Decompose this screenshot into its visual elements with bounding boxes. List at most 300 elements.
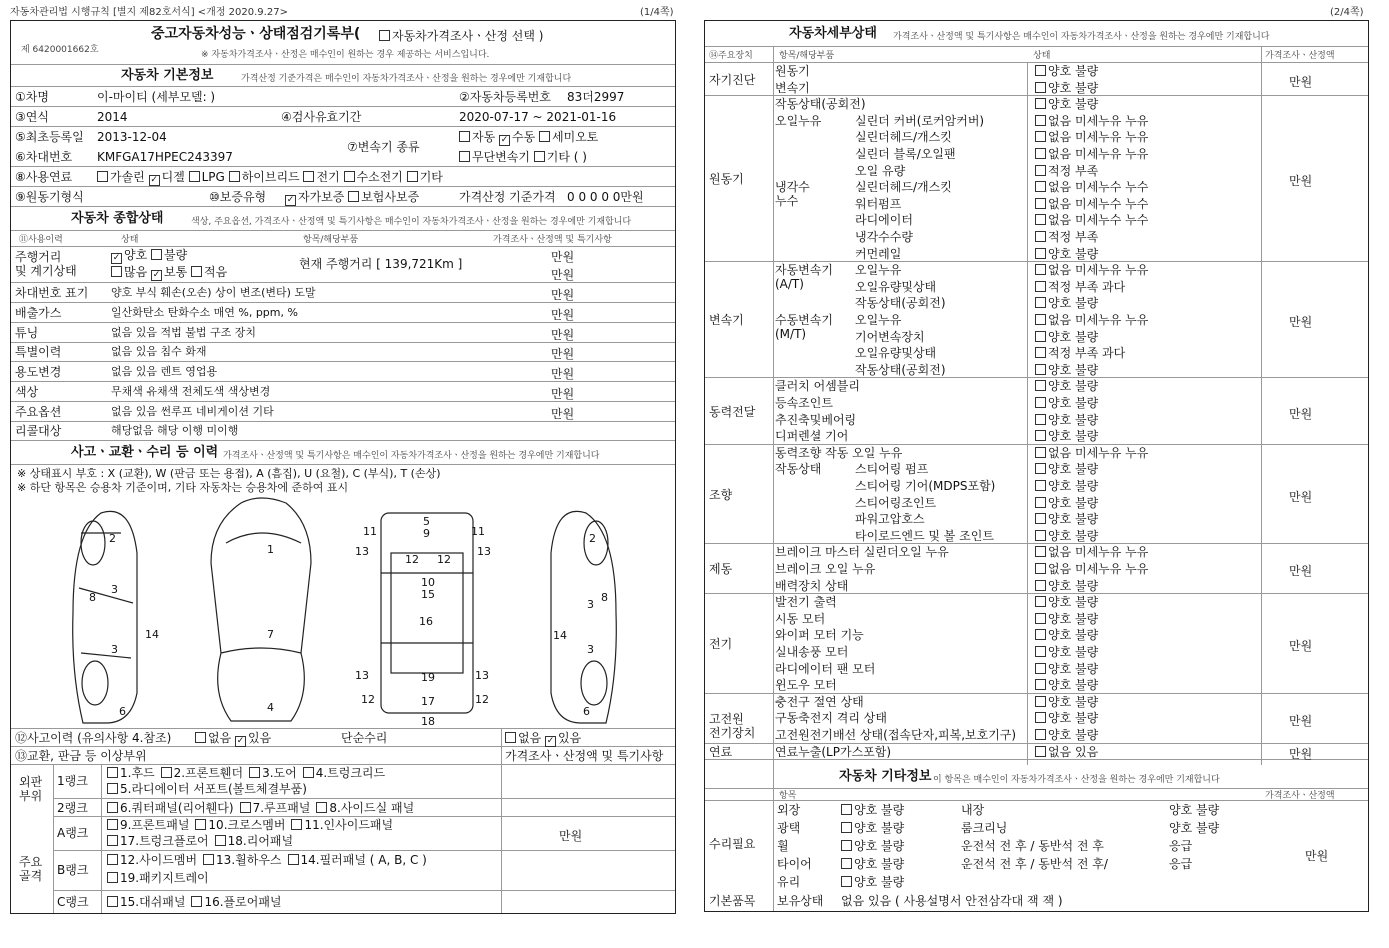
- form-reference: 자동차관리법 시행규칙 [별지 제82호서식] <개정 2020.9.27>: [10, 7, 288, 18]
- state-text: 양호 불량: [854, 839, 905, 853]
- won: 만원: [1289, 638, 1313, 653]
- checkbox[interactable]: [1035, 364, 1046, 375]
- state-text: 적정 부족: [1048, 229, 1099, 244]
- group-name: 동력전달: [709, 404, 756, 419]
- state-text: 양호 불량: [854, 821, 905, 835]
- detail-title: 자동차세부상태: [789, 26, 877, 41]
- trans-other-checkbox[interactable]: [534, 151, 545, 162]
- checkbox[interactable]: [1035, 580, 1046, 591]
- overall-row-label: 주행거리 및 계기상태: [15, 250, 77, 278]
- part-item: 18.리어패널: [227, 834, 294, 848]
- detail-state: [1035, 529, 1098, 543]
- checkbox[interactable]: [1035, 397, 1046, 408]
- other-item-2: 룸크리닝: [961, 821, 1008, 835]
- svg-text:15: 15: [421, 588, 435, 601]
- state-text: 양호 불량: [1048, 711, 1099, 726]
- detail-state: [1035, 678, 1098, 692]
- detail-state: [1035, 64, 1098, 78]
- year-value: 2014: [97, 110, 128, 124]
- state-text: 양호 불량: [1048, 395, 1099, 410]
- other-item: 유리: [777, 875, 801, 889]
- state-text: 적정 부족 과다: [1048, 279, 1126, 294]
- checkbox[interactable]: [1035, 214, 1046, 225]
- state-text: 없음 미세누유 누유: [1048, 130, 1149, 145]
- checkbox[interactable]: [191, 896, 202, 907]
- registration-label: ②자동차등록번호: [459, 90, 551, 104]
- state-text: 양호 불량: [1048, 80, 1099, 95]
- detail-state: [1035, 645, 1098, 659]
- checkbox[interactable]: [1035, 480, 1046, 491]
- head-price: 가격조사ㆍ산정액: [1265, 51, 1335, 61]
- checkbox[interactable]: [1035, 696, 1046, 707]
- detail-state: [1035, 197, 1148, 211]
- page-number-1: (1/4쪽): [640, 7, 674, 18]
- overall-head-history: ⑪사용이력: [19, 235, 63, 245]
- checkbox[interactable]: [107, 854, 118, 865]
- trans-manual-checkbox[interactable]: ✓: [500, 135, 509, 145]
- state-text: 양호 불량: [1048, 495, 1099, 510]
- detail-state: [1035, 429, 1098, 443]
- checkbox[interactable]: [1035, 497, 1046, 508]
- svg-text:1: 1: [267, 543, 274, 556]
- detail-item: 실린더헤드/개스킷: [855, 180, 952, 195]
- other-row: [773, 801, 1261, 819]
- detail-item: 오일유량및상태: [855, 279, 937, 294]
- other-state-2: 응급: [1169, 857, 1193, 871]
- title-row: [11, 21, 675, 65]
- detail-state: [1035, 396, 1098, 410]
- detail-item: 고전원전기배선 상태(접속단자,피복,보호기구): [775, 727, 1017, 742]
- accident-note: 가격조사ㆍ산정액 및 특기사항은 매수인이 자동차가격조사ㆍ산정을 원하는 경우에만 기재합니다: [223, 451, 600, 461]
- detail-state: [1035, 180, 1148, 194]
- won: 만원: [1289, 315, 1313, 330]
- head-device: ⑭주요장치: [709, 51, 753, 61]
- other-state-2: 양호 불량: [1169, 821, 1220, 835]
- checkbox[interactable]: [1035, 563, 1046, 574]
- detail-state: [1035, 695, 1098, 709]
- fuel-label: ⑧사용연료: [15, 170, 73, 184]
- checkbox[interactable]: [1035, 447, 1046, 458]
- trans-semi-checkbox[interactable]: [539, 131, 550, 142]
- overall-row: [11, 421, 675, 441]
- base-price-label: 가격산정 기준가격: [459, 190, 556, 204]
- checkbox[interactable]: [1035, 712, 1046, 723]
- svg-text:13: 13: [355, 669, 369, 682]
- won: 만원: [1289, 406, 1313, 421]
- detail-state: [1035, 114, 1148, 128]
- checkbox[interactable]: [1035, 98, 1046, 109]
- overall-row: [11, 362, 675, 382]
- vin-label: ⑥차대번호: [15, 150, 73, 164]
- overall-row-label: 리콜대상: [15, 424, 62, 439]
- state-text: 양호 불량: [1048, 661, 1099, 676]
- accident-history-label: ⑫사고이력 (유의사항 4.참조): [15, 731, 172, 745]
- detail-group: [705, 262, 1369, 378]
- checkbox[interactable]: [240, 802, 251, 813]
- overall-row: [11, 303, 675, 323]
- checkbox[interactable]: [1035, 198, 1046, 209]
- checkbox[interactable]: [1035, 746, 1046, 757]
- detail-item: 기어변속장치: [855, 329, 925, 344]
- svg-text:12: 12: [361, 693, 375, 706]
- trans-auto-checkbox[interactable]: [459, 131, 470, 142]
- legend-2: ※ 하단 항목은 승용차 기준이며, 기타 자동차는 승용차에 준하여 표시: [17, 481, 349, 494]
- detail-item: 배력장치 상태: [775, 578, 849, 593]
- detail-state: [1035, 479, 1098, 493]
- detail-item: 커먼레일: [855, 246, 902, 261]
- state-text: 양호 불량: [1048, 528, 1099, 543]
- detail-item: 스티어링 펌프: [855, 462, 929, 477]
- detail-state: [1035, 213, 1148, 227]
- won: 만원: [1289, 564, 1313, 579]
- other-item: 휠: [777, 839, 789, 853]
- detail-group: [705, 96, 1369, 262]
- svg-text:9: 9: [423, 527, 430, 540]
- checkbox[interactable]: [1035, 231, 1046, 242]
- warranty-label: ⑩보증유형: [209, 190, 267, 204]
- checkbox[interactable]: [1035, 513, 1046, 524]
- state-text: 없음 미세누수 누수: [1048, 213, 1149, 228]
- other-item-2: 내장: [961, 803, 985, 817]
- checkbox[interactable]: [1035, 115, 1046, 126]
- detail-state: [1035, 496, 1098, 510]
- won: 만원: [551, 288, 575, 302]
- state-text: 양호 불량: [1048, 379, 1099, 394]
- checkbox[interactable]: [107, 896, 118, 907]
- detail-state: [1035, 446, 1148, 460]
- rank-1: 1랭크: [57, 774, 88, 788]
- first-reg-value: 2013-12-04: [97, 130, 167, 144]
- record-number: 제 6420001662호: [21, 45, 99, 55]
- checkbox[interactable]: [316, 802, 327, 813]
- checkbox[interactable]: [841, 804, 852, 815]
- state-text: 없음 미세누유 누유: [1048, 263, 1149, 278]
- state-text: 양호 불량: [1048, 462, 1099, 477]
- state-text: 없음 미세누유 누유: [1048, 113, 1149, 128]
- overall-head-price: 가격조사ㆍ산정액 및 특기사항: [493, 235, 612, 245]
- checkbox[interactable]: [1035, 729, 1046, 740]
- checkbox[interactable]: [107, 767, 118, 778]
- checkbox[interactable]: [1035, 248, 1046, 259]
- detail-state: [1035, 130, 1148, 144]
- checkbox[interactable]: [841, 858, 852, 869]
- overall-row-options: 일산화탄소 탄화수소 매연 %, ppm, %: [111, 305, 298, 319]
- other-head-item: 항목: [779, 791, 797, 801]
- state-text: 양호 불량: [1048, 329, 1099, 344]
- detail-item: 작동상태(공회전): [855, 362, 946, 377]
- group-name: 고전원 전기장치: [709, 711, 756, 740]
- checkbox[interactable]: [1035, 530, 1046, 541]
- other-state: [841, 803, 904, 817]
- other-row: [773, 873, 1261, 891]
- group-name: 연료: [709, 744, 733, 759]
- won: 만원: [551, 327, 575, 342]
- basic-items-label: 기본품목: [709, 894, 756, 908]
- detail-item: 브레이크 마스터 실린더오일 누유: [775, 545, 949, 560]
- detail-state: [1035, 628, 1098, 642]
- overall-title: 자동차 종합상태: [71, 211, 164, 226]
- overall-row-options: 무채색 유채색 전체도색 색상변경: [111, 384, 271, 398]
- checkbox[interactable]: [195, 819, 206, 830]
- checkbox[interactable]: [303, 767, 314, 778]
- overall-note: 색상, 주요옵션, 가격조사ㆍ산정액 및 특기사항은 매수인이 자동차가격조사ㆍ산정을 원하는 경우에만 기재합니다: [191, 217, 632, 227]
- checkbox[interactable]: [249, 767, 260, 778]
- checkbox[interactable]: [1035, 613, 1046, 624]
- detail-state: [1035, 462, 1098, 476]
- detail-state: [1035, 97, 1098, 111]
- checkbox[interactable]: [1035, 414, 1046, 425]
- svg-text:3: 3: [111, 643, 118, 656]
- other-state: [841, 875, 904, 889]
- sub-group: 냉각수 누수: [775, 180, 810, 209]
- checkbox[interactable]: [841, 822, 852, 833]
- detail-item: 실린더 커버(로커암커버): [855, 113, 985, 128]
- group-name: 원동기: [709, 172, 744, 187]
- overall-row: [11, 342, 675, 362]
- detail-state: [1035, 545, 1148, 559]
- state-text: 양호 불량: [1048, 644, 1099, 659]
- engine-type-label: ⑨원동기형식: [15, 190, 84, 204]
- form-title: 중고자동차성능ㆍ상태점검기록부(: [151, 26, 361, 42]
- detail-state: [1035, 711, 1098, 725]
- checkbox[interactable]: [1035, 679, 1046, 690]
- won: 만원: [551, 268, 575, 282]
- state-text: 양호 불량: [1048, 478, 1099, 493]
- price-check-checkbox[interactable]: [379, 30, 390, 41]
- checkbox[interactable]: [1035, 546, 1046, 557]
- detail-item: 냉각수수량: [855, 229, 913, 244]
- parts-price-head: 가격조사ㆍ산정액 및 특기사항: [505, 749, 664, 763]
- detail-group: [705, 744, 1369, 761]
- svg-text:11: 11: [363, 525, 377, 538]
- svg-text:14: 14: [553, 629, 567, 642]
- detail-item: 작동상태(공회전): [855, 296, 946, 311]
- detail-item: 파워고압호스: [855, 512, 925, 527]
- detail-item: 작동상태(공회전): [775, 97, 866, 112]
- own-status-options: 없음 있음 ( 사용설명서 안전삼각대 잭 잭 ): [841, 894, 1063, 908]
- state-text: 없음 미세누유 누유: [1048, 146, 1149, 161]
- checkbox[interactable]: [107, 819, 118, 830]
- accident-title: 사고ㆍ교환ㆍ수리 등 이력: [71, 445, 219, 460]
- sub-group: 오일누유: [775, 113, 822, 128]
- head-state: 상태: [1033, 51, 1051, 61]
- title-option: 자동차가격조사ㆍ산정 선택 ): [392, 29, 544, 43]
- overall-row: [11, 382, 675, 402]
- checkbox[interactable]: [107, 835, 118, 846]
- checkbox[interactable]: [1035, 65, 1046, 76]
- page-one: 제 6420001662호 중고자동차성능ㆍ상태점검기록부( 자동차가격조사ㆍ산정 선택 ) ※ 자동차가격조사ㆍ산정은 매수인이 원하는 경우 제공하는 서비스입니다. 자동차 기본정보 가격산정 기준가격은 매수인이 자동차가격조사ㆍ산정을 원하는 경우에만 기재합니다 ①차명 이-마이티 (세부모델: ) ②자동차등록번호 83더2997 ③연식 2014 ④검사유효기간 2020-07-17 ~ 2021-01-16 ⑤최초등록일 2013-12-04 ⑥차대번호 KMFGA17HPEC243397 ⑦변속기 종류 자동 ✓ 수동 세미오토 무단변속기 기타 ( ) ⑧사용연료 가솔린 ✓ 디젤 LPG 하이브리드 전기 수소전기 기타 ⑨원동기형식 ⑩보증유형 ✓ 자가보증 보험사보증 가격산정 기준가격 0 0 0 0 0만원 자동차 종합상태 색상, 주요옵션, 가격조사ㆍ산정액 및 특기사항은 매수인이 자동차가격조사ㆍ산정을 원하는 경우에만 기재합니다 ⑪사용이력 상태 항목/해당부품 가격조사ㆍ산정액 및 특기사항 주행거리 및 계기상태 ✓ 양호 불량 많음 ✓ 보통 적음 현재 주행거리 [ 139,721Km ] 만원 만원 사고ㆍ교환ㆍ수리 등 이력 가격조사ㆍ산정액 및 특기사항은 매수인이 자동차가격조사ㆍ산정을 원하는 경우에만 기재합니다 ※ 상태표시 부호 : X (교환), W (판금 또는 용접), A (흠집), U (요철), C (부식), T (손상) ※ 하단 항목은 승용차 기준이며, 기타 자동차는 승용차에 준하여 표시 2 8 3 14 3 6 1 7 4 5 9 11 11 13 13 12 12 10 15 16 13 13 19 12 12 17 18 2 3 14 3 8 6 ⑫사고이력 (유의사항 4.참조) 없음 ✓ 있음 단순수리 없음 ✓ 있음 ⑬교환, 판금 등 이상부위 가격조사ㆍ산정액 및 특기사항 외판 부위 주요 골격 1랭크 1.후드 2.프론트휀더 3.도어 4.트렁크리드 5.라디에이터 서포트(볼트체결부품) 2랭크 6.쿼터패널(리어휀다) 7.루프패널 8.사이드실 패널 A랭크 9.프론트패널 10.크로스멤버 11.인사이드패널 17.트렁크플로어 18.리어패널 B랭크 12.사이드멤버 13.휠하우스 14.필러패널 ( A, B, C ) 19.패키지트레이 C랭크 15.대쉬패널 16.플로어패널 만원 차대번호 표기 양호 부식 훼손(오손) 상이 변조(변타) 도말 만원 배출가스 일산화탄소 탄화수소 매연 %, ppm, % 만원 튜닝 없음 있음 적법 불법 구조 장치 만원 특별이력 없음 있음 침수 화재 만원 용도변경 없음 있음 렌트 영업용 만원 색상 무채색 유채색 전체도색 색상변경 만원 주요옵션 없음 있음 썬루프 네비게이션 기타 만원 리콜대상 해당없음 해당 이행 미이행: [10, 20, 676, 914]
- state-text: 양호 불량: [1048, 64, 1099, 78]
- checkbox[interactable]: [107, 783, 118, 794]
- other-title: 자동차 기타정보: [839, 769, 932, 784]
- svg-text:12: 12: [437, 553, 451, 566]
- state-text: 양호 불량: [1048, 628, 1099, 643]
- checkbox[interactable]: [1035, 663, 1046, 674]
- overall-row-label: 배출가스: [15, 305, 62, 320]
- overall-row-options: 해당없음 해당 이행 미이행: [111, 424, 239, 438]
- svg-text:6: 6: [119, 705, 126, 718]
- group-name: 조향: [709, 487, 733, 502]
- checkbox[interactable]: [1035, 264, 1046, 275]
- svg-text:12: 12: [475, 693, 489, 706]
- checkbox[interactable]: [215, 835, 226, 846]
- checkbox[interactable]: [1035, 297, 1046, 308]
- won: 만원: [551, 307, 575, 322]
- won: 만원: [551, 250, 575, 264]
- base-price-value: 0 0 0 0 0만원: [567, 190, 644, 204]
- detail-state: [1035, 280, 1125, 294]
- page-two: [704, 20, 1369, 912]
- detail-item: 스티어링조인트: [855, 495, 937, 510]
- detail-state: [1035, 562, 1148, 576]
- legend: ※ 상태표시 부호 : X (교환), W (판금 또는 용접), A (흠집), U (요철), C (부식), T (손상): [17, 467, 441, 480]
- svg-text:8: 8: [601, 591, 608, 604]
- svg-text:19: 19: [421, 671, 435, 684]
- checkbox[interactable]: [1035, 646, 1046, 657]
- detail-group: [705, 378, 1369, 444]
- state-text: 양호 불량: [1048, 595, 1099, 610]
- svg-text:18: 18: [421, 715, 435, 728]
- outer-panel-label: 외판 부위: [19, 775, 43, 803]
- won: 만원: [1289, 713, 1313, 728]
- detail-state: [1035, 147, 1148, 161]
- overall-row: [11, 283, 675, 303]
- other-row: [773, 855, 1261, 873]
- detail-item: 윈도우 모터: [775, 678, 837, 693]
- part-item: 3.도어: [262, 766, 297, 780]
- other-row: [773, 837, 1261, 855]
- part-item: 12.사이드멤버: [120, 853, 198, 867]
- state-text: 양호 불량: [1048, 578, 1099, 593]
- sub-group: 작동상태: [775, 462, 822, 477]
- rank-c: C랭크: [57, 895, 89, 909]
- detail-item: 실내송풍 모터: [775, 644, 849, 659]
- fuel-options: 가솔린 ✓ 디젤 LPG 하이브리드 전기 수소전기 기타: [97, 170, 443, 186]
- checkbox[interactable]: [288, 854, 299, 865]
- checkbox[interactable]: [107, 872, 118, 883]
- overall-row-label: 튜닝: [15, 325, 39, 340]
- checkbox[interactable]: [1035, 331, 1046, 342]
- checkbox[interactable]: [1035, 281, 1046, 292]
- overall-row: [11, 323, 675, 343]
- checkbox[interactable]: [1035, 430, 1046, 441]
- trans-other: 기타 ( ): [546, 150, 587, 164]
- state-text: 양호 불량: [854, 857, 905, 871]
- part-item: 6.쿼터패널(리어휀다): [120, 801, 234, 815]
- parts-title: ⑬교환, 판금 등 이상부위: [15, 749, 147, 763]
- checkbox[interactable]: [107, 802, 118, 813]
- detail-item: 클러치 어셈블리: [775, 379, 860, 394]
- other-state-2: 양호 불량: [1169, 803, 1220, 817]
- detail-item: 오일 유량: [855, 163, 906, 178]
- detail-state: [1035, 579, 1098, 593]
- part-item: 5.라디에이터 서포트(볼트체결부품): [120, 782, 307, 796]
- detail-item: 충전구 절연 상태: [775, 694, 864, 709]
- detail-group: [705, 594, 1369, 694]
- svg-text:2: 2: [109, 532, 116, 545]
- checkbox[interactable]: [1035, 131, 1046, 142]
- detail-item: 실린더 블록/오일팬: [855, 146, 956, 161]
- overall-row: [11, 402, 675, 422]
- trans-cvt-checkbox[interactable]: [459, 151, 470, 162]
- basic-info-title: 자동차 기본정보: [121, 68, 214, 83]
- state-text: 양호 불량: [1048, 412, 1099, 427]
- detail-item: 추진축및베어링: [775, 412, 857, 427]
- checkbox[interactable]: [1035, 82, 1046, 93]
- checkbox[interactable]: [1035, 347, 1046, 358]
- svg-text:12: 12: [405, 553, 419, 566]
- state-text: 양호 불량: [1048, 678, 1099, 693]
- state-text: 양호 불량: [1048, 429, 1099, 444]
- mileage: 현재 주행거리 [ 139,721Km ]: [299, 257, 463, 271]
- state-text: 양호 불량: [1048, 362, 1099, 377]
- svg-text:2: 2: [589, 532, 596, 545]
- checkbox[interactable]: [291, 819, 302, 830]
- state-text: 양호 불량: [1048, 694, 1099, 709]
- inspection-valid-value: 2020-07-17 ~ 2021-01-16: [459, 110, 617, 124]
- checkbox[interactable]: [161, 767, 172, 778]
- part-item: 17.트렁크플로어: [120, 834, 209, 848]
- checkbox[interactable]: [203, 854, 214, 865]
- svg-text:3: 3: [587, 643, 594, 656]
- detail-state: [1035, 247, 1098, 261]
- won: 만원: [1289, 489, 1313, 504]
- other-state: [841, 839, 904, 853]
- svg-text:17: 17: [421, 695, 435, 708]
- detail-state: [1035, 164, 1098, 178]
- svg-text:6: 6: [583, 705, 590, 718]
- car-name-value: 이-마이티 (세부모델: ): [97, 90, 216, 104]
- other-item: 외장: [777, 803, 801, 817]
- checkbox[interactable]: [841, 876, 852, 887]
- other-note: 이 항목은 매수인이 자동차가격조사ㆍ산정을 원하는 경우에만 기재합니다: [933, 775, 1220, 785]
- other-item-2: 운전석 전 후 / 동반석 전 후: [961, 839, 1104, 853]
- detail-state: [1035, 728, 1098, 742]
- overall-row-options: 없음 있음 침수 화재: [111, 345, 207, 359]
- detail-item: 동력조향 작동 오일 누유: [775, 445, 903, 460]
- checkbox[interactable]: [1035, 380, 1046, 391]
- detail-item: 오일유량및상태: [855, 346, 937, 361]
- checkbox[interactable]: [1035, 596, 1046, 607]
- checkbox[interactable]: [1035, 463, 1046, 474]
- detail-item: 워터펌프: [855, 196, 902, 211]
- overall-head-status: 상태: [121, 235, 139, 245]
- svg-text:3: 3: [587, 598, 594, 611]
- other-state: [841, 821, 904, 835]
- checkbox[interactable]: [1035, 314, 1046, 325]
- detail-state: [1035, 330, 1098, 344]
- state-text: 없음 미세누수 누수: [1048, 180, 1149, 195]
- checkbox[interactable]: [1035, 165, 1046, 176]
- diagram-area: [11, 465, 675, 729]
- state-text: 양호 불량: [1048, 97, 1099, 112]
- trans-cvt: 무단변속기: [472, 150, 530, 164]
- checkbox[interactable]: [1035, 148, 1046, 159]
- svg-text:5: 5: [423, 515, 430, 528]
- detail-state: [1035, 296, 1098, 310]
- detail-state: [1035, 413, 1098, 427]
- checkbox[interactable]: [841, 840, 852, 851]
- car-diagram: [11, 493, 676, 729]
- won: 만원: [1289, 174, 1313, 189]
- detail-item: 등속조인트: [775, 395, 833, 410]
- checkbox[interactable]: [1035, 629, 1046, 640]
- checkbox[interactable]: [1035, 181, 1046, 192]
- svg-text:8: 8: [89, 591, 96, 604]
- part-item: 2.프론트휀더: [173, 766, 244, 780]
- state-text: 없음 미세누유 누유: [1048, 561, 1149, 576]
- svg-text:13: 13: [475, 669, 489, 682]
